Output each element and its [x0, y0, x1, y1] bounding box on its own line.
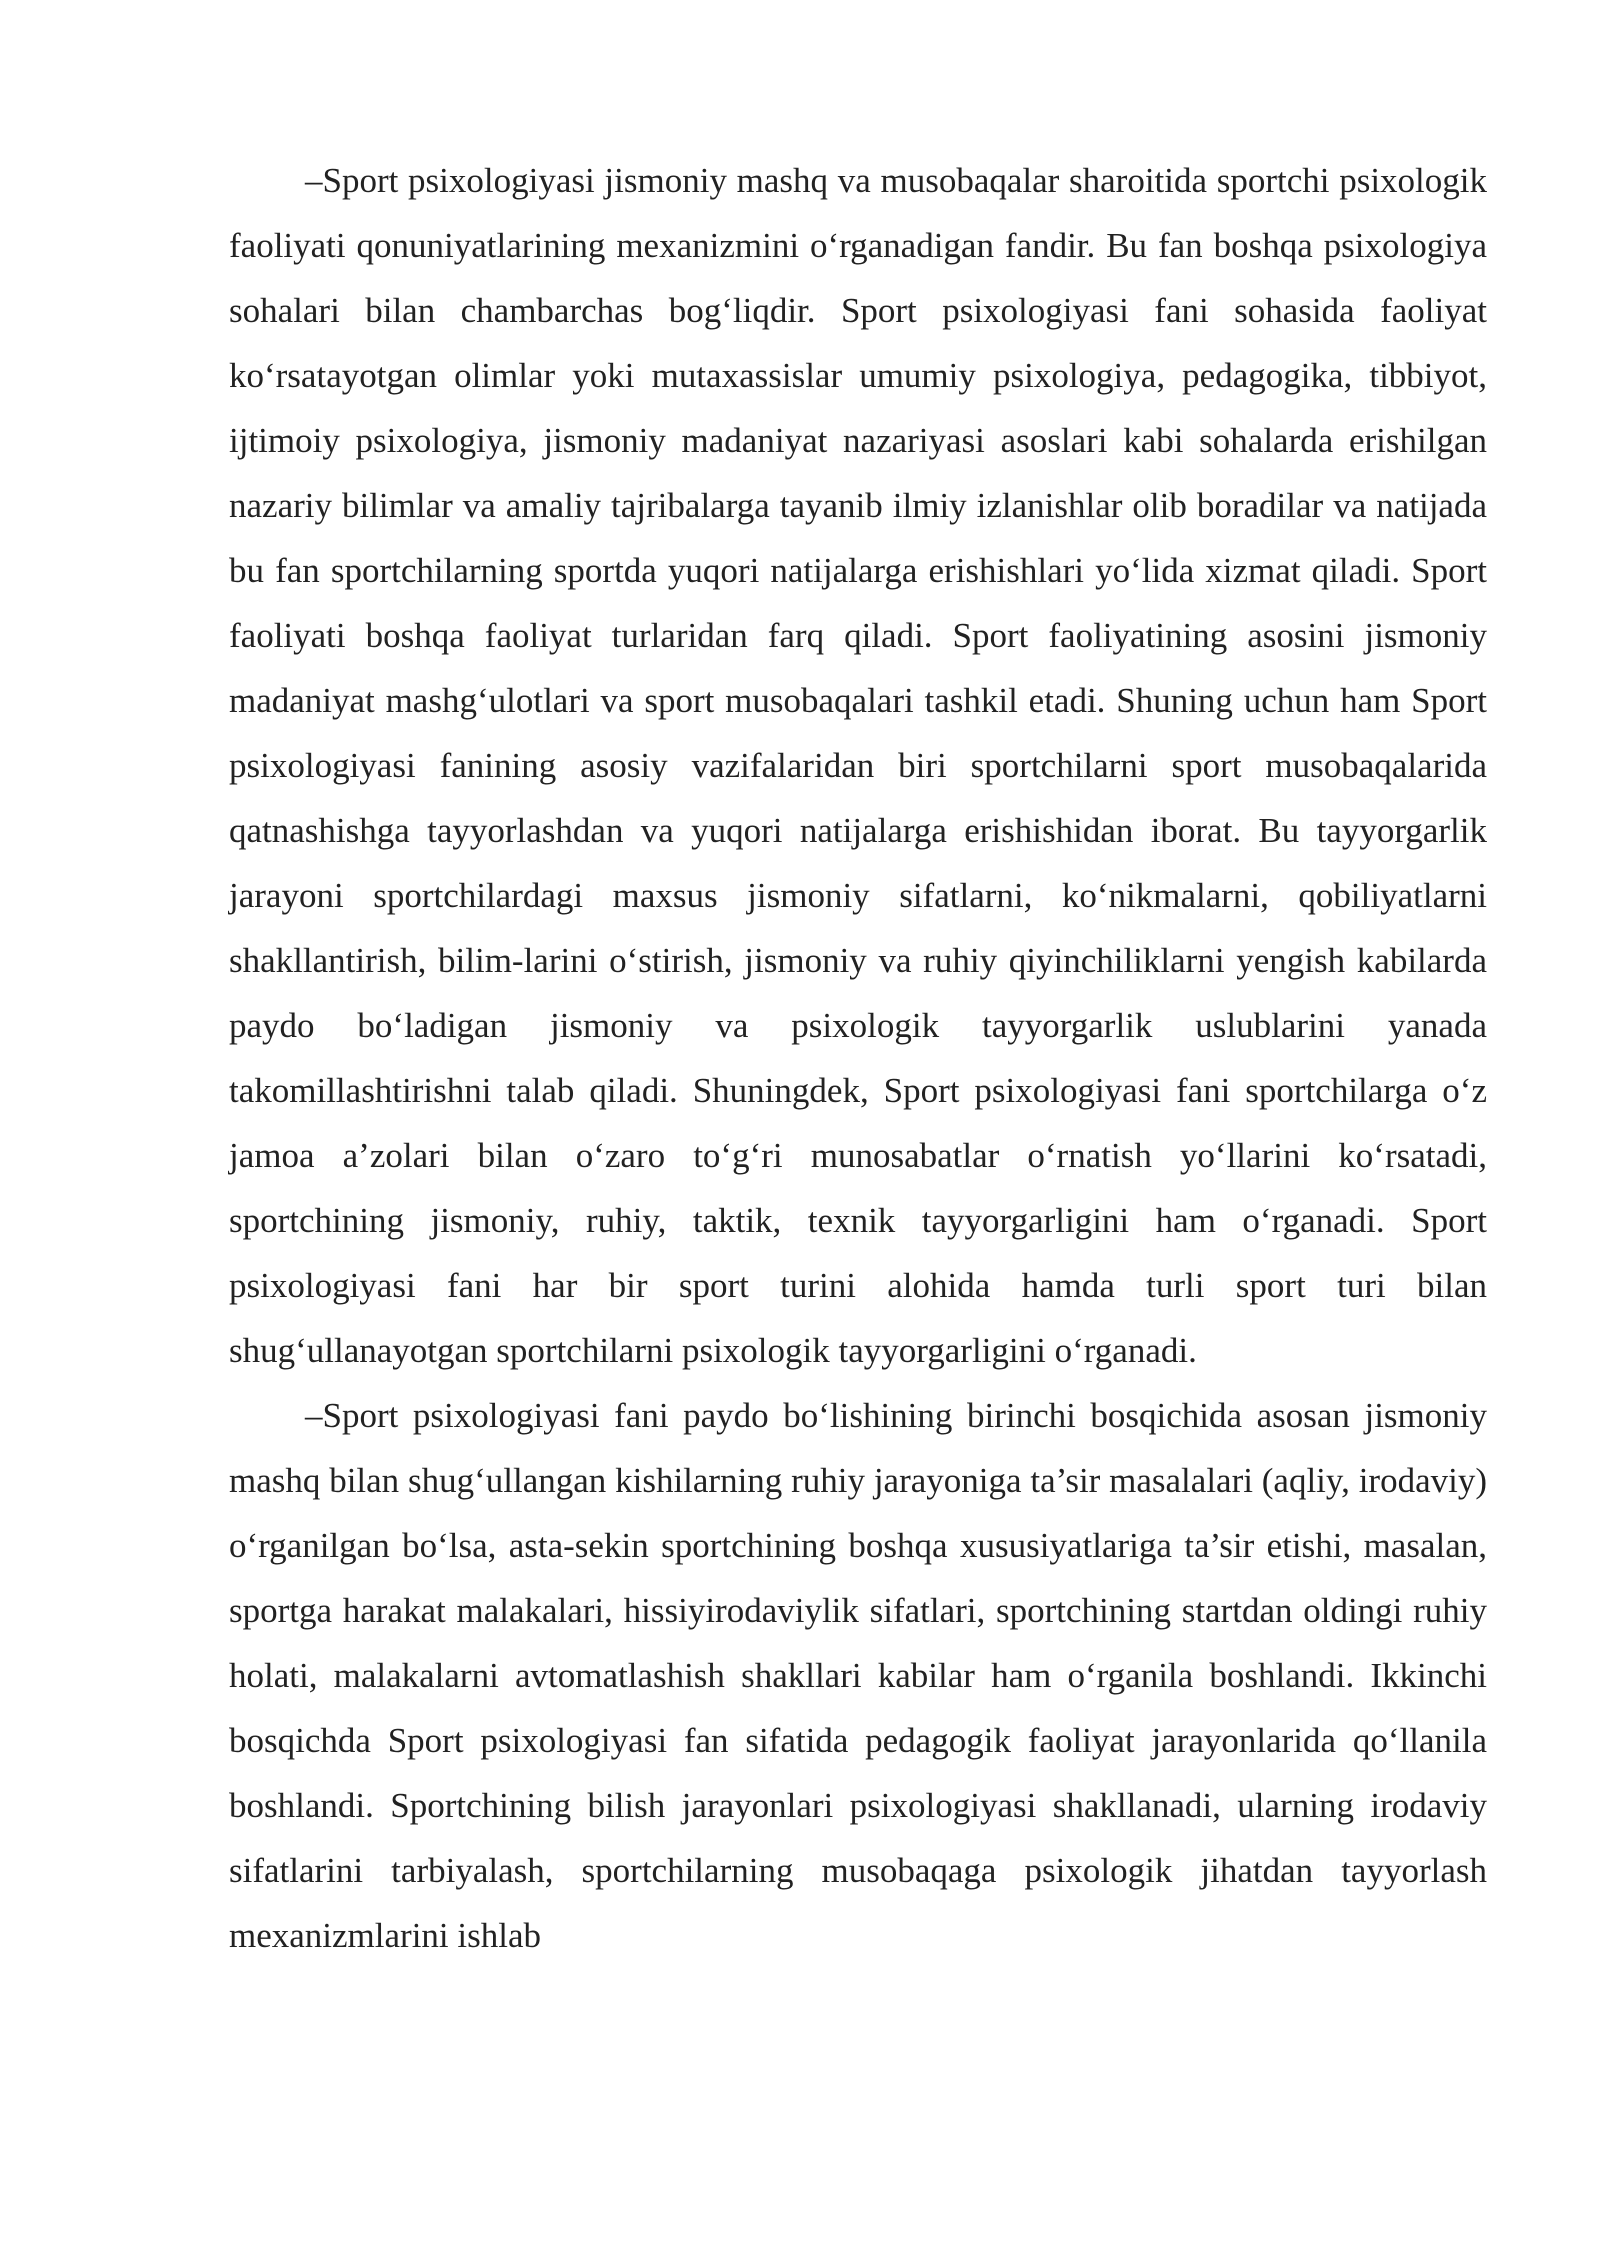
document-page: [229, 148, 1487, 1968]
paragraph-1: –Sport psixologiyasi jismoniy mashq va musobaqalar sharoitida sportchi psixologik faoliyati qonuniyatlarining mexanizmini o‘rganadigan fandir. Bu fan boshqa psixologiya sohalari bilan chambarchas bog‘liqdir. Sport psixologiyasi fani sohasida faoliyat ko‘rsatayotgan olimlar yoki mutaxassislar umumiy psixologiya, pedagogika, tibbiyot, ijtimoiy psixologiya, jismoniy madaniyat nazariyasi asoslari kabi sohalarda erishilgan nazariy bilimlar va amaliy tajribalarga tayanib ilmiy izlanishlar olib boradilar va natijada bu fan sportchilarning sportda yuqori natijalarga erishishlari yo‘lida xizmat qiladi. Sport faoliyati boshqa faoliyat turlaridan farq qiladi. Sport faoliyatining asosini jismoniy madaniyat mashg‘ulotlari va sport musobaqalari tashkil etadi. Shuning uchun ham Sport psixologiyasi fanining asosiy vazifalaridan biri sportchilarni sport musobaqalarida qatnashishga tayyorlashdan va yuqori natijalarga erishishidan iborat. Bu tayyorgarlik jarayoni sportchilardagi maxsus jismoniy sifatlarni, ko‘nikmalarni, qobiliyatlarni shakllantirish, bilim-larini o‘stirish, jismoniy va ruhiy qiyinchiliklarni yengish kabilarda paydo bo‘ladigan jismoniy va psixologik tayyorgarlik uslublarini yanada takomillashtirishni talab qiladi. Shuningdek, Sport psixologiyasi fani sportchilarga o‘z jamoa a’zolari bilan o‘zaro to‘g‘ri munosabatlar o‘rnatish yo‘llarini ko‘rsatadi, sportchining jismoniy, ruhiy, taktik, texnik tayyorgarligini ham o‘rganadi. Sport psixologiyasi fani har bir sport turini alohida hamda turli sport turi bilan shug‘ullanayotgan sportchilarni psixologik tayyorgarligini o‘rganadi.: [229, 161, 1487, 1370]
paragraph-2: –Sport psixologiyasi fani paydo bo‘lishining birinchi bosqichida asosan jismoniy mashq bilan shug‘ullangan kishilarning ruhiy jarayoniga ta’sir masalalari (aqliy, irodaviy) o‘rganilgan bo‘lsa, asta-sekin sportchining boshqa xususiyatlariga ta’sir etishi, masalan, sportga harakat malakalari, hissiyirodaviylik sifatlari, sportchining startdan oldingi ruhiy holati, malakalarni avtomatlashish shakllari kabilar ham o‘rganila boshlandi. Ikkinchi bosqichda Sport psixologiyasi fan sifatida pedagogik faoliyat jarayonlarida qo‘llanila boshlandi. Sportchining bilish jarayonlari psixologiyasi shakllanadi, ularning irodaviy sifatlarini tarbiyalash, sportchilarning musobaqaga psixologik jihatdan tayyorlash mexanizmlarini ishlab: [229, 1396, 1487, 1955]
